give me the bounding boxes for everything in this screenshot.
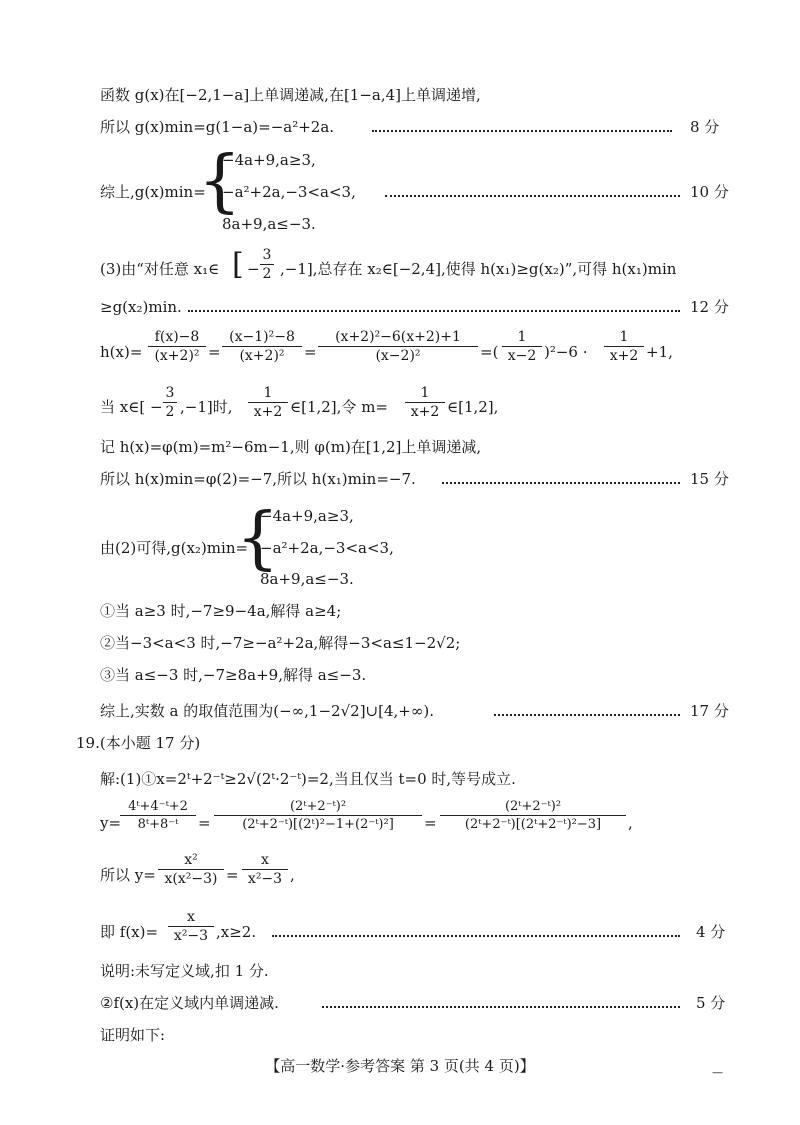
dot-leader (188, 310, 680, 312)
fraction-3-over-2 (163, 386, 177, 419)
score-8: 8 分 (690, 118, 720, 136)
line-so-y-tail: , (290, 866, 295, 884)
fraction-so-y-2 (242, 853, 288, 886)
fraction-numerator: x (261, 852, 269, 868)
line-monotonic-claim: ②f(x)在定义域内单调递减. (100, 994, 279, 1012)
fraction-numerator: (2ᵗ+2⁻ᵗ)² (289, 799, 347, 814)
line-fx-tail: ,x≥2. (216, 923, 257, 941)
fraction-1-over-x-plus-2 (248, 386, 288, 419)
fraction-numerator: 3 (165, 385, 175, 401)
fraction-denominator: (x+2)² (239, 348, 285, 364)
fraction-numerator: 1 (517, 329, 527, 345)
line-solution-1: 解:(1)①x=2ᵗ+2⁻ᵗ≥2√(2ᵗ·2⁻ᵗ)=2,当且仅当 t=0 时,等号成立. (100, 770, 516, 788)
score-4: 4 分 (696, 923, 726, 941)
line-from-2-lead: 由(2)可得,g(x₂)min= (100, 539, 249, 557)
fraction-numerator: 1 (263, 385, 273, 401)
line-case-1: ①当 a≥3 时,−7≥9−4a,解得 a≥4; (100, 602, 342, 620)
line-hx-tail: +1, (646, 343, 673, 361)
fraction-1-over-x-plus-2 (604, 330, 644, 363)
fraction-denominator: 2 (165, 404, 175, 420)
line-case-3: ③当 a≤−3 时,−7≥8a+9,解得 a≤−3. (100, 666, 367, 684)
fraction-x-plus-2 (318, 330, 478, 363)
equals-sign: = (198, 814, 211, 832)
fraction-fx-def (168, 910, 214, 943)
equals-sign: = (424, 814, 437, 832)
piecewise-case-1: −4a+9,a≥3, (222, 151, 316, 169)
dot-leader (494, 714, 680, 716)
dot-leader (385, 195, 680, 197)
fraction-fx (148, 330, 206, 363)
line-when-x-mid: ,−1]时, (180, 398, 233, 416)
line-so-y-lead: 所以 y= (100, 866, 156, 884)
piecewise-case-1: −4a+9,a≥3, (260, 507, 354, 525)
fraction-y-1 (120, 800, 196, 831)
fraction-3-over-2 (260, 248, 274, 281)
line-y-tail: , (628, 814, 633, 832)
equals-paren: =( (480, 343, 499, 361)
line-when-x-mid2: ∈[1,2],令 m= (290, 398, 388, 416)
line-h-geq-g: ≥g(x₂)min. (100, 298, 182, 316)
piecewise-case-2: −a²+2a,−3<a<3, (260, 539, 394, 557)
fraction-numerator: 4ᵗ+4⁻ᵗ+2 (128, 799, 188, 814)
dot-leader (322, 1006, 680, 1008)
line-h-min: 所以 h(x)min=φ(2)=−7,所以 h(x₁)min=−7. (100, 470, 416, 488)
line-when-x-tail: ∈[1,2], (447, 398, 499, 416)
fraction-denominator: x+2 (410, 404, 440, 420)
footer-mark: — (712, 1066, 723, 1079)
equals-sign: = (208, 343, 221, 361)
line-proof-intro: 证明如下: (100, 1026, 166, 1044)
fraction-y-3 (440, 800, 626, 831)
fraction-numerator: 3 (262, 247, 272, 263)
line-case-2: ②当−3<a<3 时,−7≥−a²+2a,解得−3<a≤1−2√2; (100, 634, 461, 652)
page-footer: 【高一数学·参考答案 第 3 页(共 4 页)】 (265, 1057, 535, 1075)
fraction-denominator: 8ᵗ+8⁻ᵗ (137, 817, 179, 832)
fraction-y-2 (214, 800, 422, 831)
line-phi-m: 记 h(x)=φ(m)=m²−6m−1,则 φ(m)在[1,2]上单调递减, (100, 438, 482, 456)
fraction-denominator: x−2 (507, 348, 537, 364)
piecewise-case-3: 8a+9,a≤−3. (260, 570, 354, 588)
score-12: 12 分 (690, 298, 729, 316)
fraction-denominator: x+2 (253, 404, 283, 420)
fraction-numerator: (x−1)²−8 (229, 329, 295, 345)
line-part3-rest: ,−1],总存在 x₂∈[−2,4],使得 h(x₁)≥g(x₂)”,可得 h(x₁)min (280, 260, 677, 278)
fraction-denominator: x²−3 (173, 928, 209, 944)
fraction-denominator: (x+2)² (154, 348, 200, 364)
fraction-1-over-x-minus-2 (502, 330, 542, 363)
line-hx-lead: h(x)= (100, 343, 143, 361)
line-y-lead: y= (100, 814, 122, 832)
line-fx-lead: 即 f(x)= (100, 923, 159, 941)
score-5: 5 分 (696, 994, 726, 1012)
line-range-conclusion: 综上,实数 a 的取值范围为(−∞,1−2√2]∪[4,+∞). (100, 702, 434, 720)
fraction-denominator: (x−2)² (375, 348, 421, 364)
question-19-heading: 19.(本小题 17 分) (76, 734, 201, 752)
piecewise-case-3: 8a+9,a≤−3. (222, 215, 316, 233)
minus-sign: − (247, 260, 260, 278)
fraction-denominator: 2 (262, 266, 272, 282)
fraction-so-y-1 (158, 853, 224, 886)
bracket-open: [ (232, 247, 244, 282)
line-g-min: 所以 g(x)min=g(1−a)=−a²+2a. (100, 118, 335, 136)
piecewise-brace: { (198, 142, 242, 221)
dot-leader (442, 482, 680, 484)
score-15: 15 分 (690, 470, 729, 488)
equals-sign: = (226, 866, 239, 884)
fraction-1-over-x-plus-2 (405, 386, 445, 419)
fraction-numerator: 1 (420, 385, 430, 401)
fraction-numerator: x² (184, 852, 198, 868)
dot-leader (272, 935, 680, 937)
fraction-denominator: x+2 (609, 348, 639, 364)
fraction-denominator: (2ᵗ+2⁻ᵗ)[(2ᵗ+2⁻ᵗ)²−3] (464, 817, 602, 832)
equals-sign: = (304, 343, 317, 361)
piecewise-case-2: −a²+2a,−3<a<3, (222, 183, 356, 201)
fraction-denominator: x²−3 (247, 871, 283, 887)
line-part3-lead: (3)由“对任意 x₁∈ (100, 260, 220, 278)
fraction-numerator: 1 (619, 329, 629, 345)
score-10: 10 分 (690, 183, 729, 201)
fraction-denominator: x(x²−3) (164, 871, 218, 887)
fraction-x-minus-1 (222, 330, 302, 363)
fraction-numerator: (x+2)²−6(x+2)+1 (335, 329, 461, 345)
line-when-x-lead: 当 x∈[ − (100, 398, 163, 416)
score-17: 17 分 (690, 702, 729, 720)
piecewise-brace: { (236, 499, 280, 578)
line-summary-lead: 综上,g(x)min= (100, 183, 206, 201)
line-hx-mid: )²−6 · (544, 343, 588, 361)
line-note: 说明:未写定义域,扣 1 分. (100, 962, 269, 980)
dot-leader (372, 130, 672, 132)
fraction-numerator: (2ᵗ+2⁻ᵗ)² (504, 799, 562, 814)
fraction-numerator: f(x)−8 (154, 329, 200, 345)
fraction-numerator: x (187, 909, 195, 925)
line-g-monotonic: 函数 g(x)在[−2,1−a]上单调递减,在[1−a,4]上单调递增, (100, 86, 481, 104)
fraction-denominator: (2ᵗ+2⁻ᵗ)[(2ᵗ)²−1+(2⁻ᵗ)²] (242, 817, 394, 832)
